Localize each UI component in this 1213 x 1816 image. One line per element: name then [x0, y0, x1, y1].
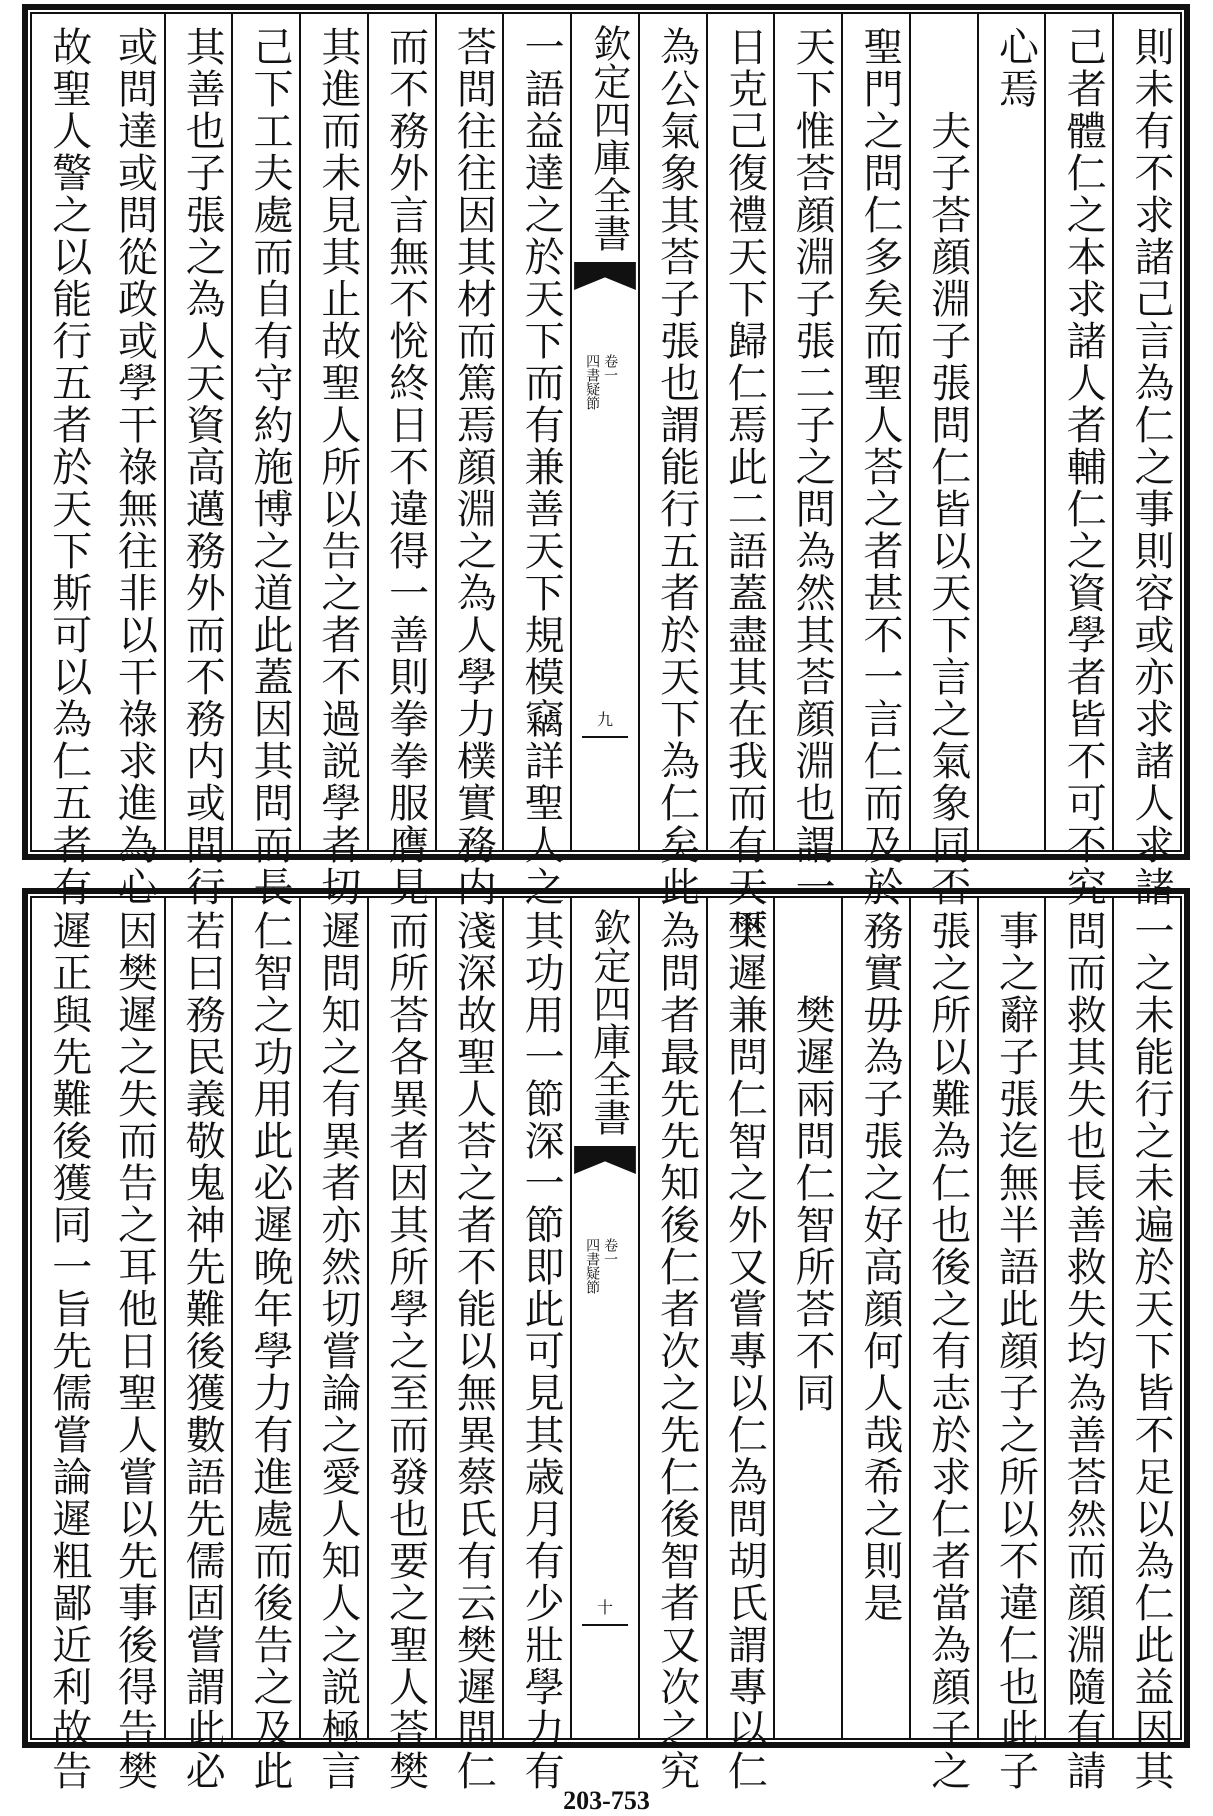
text-column: 一之未能行之未遍於天下皆不足以為仁此益因其: [1128, 910, 1174, 1792]
text-column: 問而救其失也長善救失均為善荅然而顔淵隨有請: [1046, 898, 1114, 1738]
text-column: 樊遲兩問仁智所荅不同: [775, 898, 843, 1738]
text-column: 若曰務民義敬鬼神先難後獲數語先儒固嘗謂此必: [166, 898, 234, 1738]
banner-book-title: 四書疑節: [584, 1238, 601, 1294]
text-column: 其功用一節深一節即此可見其歳月有少壯學力有: [504, 898, 572, 1738]
center-banner: [572, 898, 640, 1738]
text-column: 故聖人警之以能行五者於天下斯可以為仁五者有: [45, 26, 92, 908]
text-column: 或問達或問從政或學干祿無往非以干祿求進為心: [98, 14, 166, 850]
text-columns: [32, 14, 1180, 950]
text-column: 事之辭子張迄無半語此顔子之所以不違仁也此子: [979, 898, 1047, 1738]
banner-book-title: 四書疑節: [584, 354, 601, 410]
fish-tail-mark: [574, 1146, 636, 1174]
text-column: 因樊遲之失而告之耳他日聖人嘗以先事後得告樊: [98, 898, 166, 1738]
text-column: 而不務外言無不恱終日不違得一善則拳拳服膺見: [369, 14, 437, 850]
text-column: 己者體仁之本求諸人者輔仁之資學者皆不可不究: [1046, 14, 1114, 850]
text-column: 其善也子張之為人天資高邁務外而不務内或問行: [166, 14, 234, 850]
folio-number: 十: [596, 1598, 613, 1617]
upper-page: [22, 4, 1190, 950]
text-column: 張之所以難為仁也後之有志於求仁者當為顔子之: [911, 898, 979, 1738]
text-column: 日克己復禮天下歸仁焉此二語蓋盡其在我而有天下: [708, 14, 776, 850]
text-column: 則未有不求諸己言為仁之事則容或亦求諸人求諸: [1128, 26, 1174, 908]
center-banner: [572, 14, 640, 850]
fish-tail-mark: [574, 262, 636, 290]
folio-number: 九: [596, 710, 613, 729]
text-column: 樊遲兼問仁智之外又嘗專以仁為問胡氏謂專以仁: [708, 898, 776, 1738]
banner-title: 欽定四庫全書: [586, 908, 631, 1136]
text-columns: [32, 898, 1180, 1792]
text-column: 淺深故聖人荅之者不能以無異蔡氏有云樊遲問仁: [437, 898, 505, 1738]
text-column: 荅問往往因其材而篤焉顔淵之為人學力樸實務内: [437, 14, 505, 850]
text-column: 天下惟荅顔淵子張二子之問為然其荅顔淵也謂一: [775, 14, 843, 850]
text-column: 其進而未見其止故聖人所以告之者不過説學者切: [301, 14, 369, 850]
lower-page: [22, 888, 1190, 1792]
text-column: 遲問知之有異者亦然切嘗論之愛人知人之説極言: [301, 898, 369, 1738]
text-column: 為問者最先先知後仁者次之先仁後智者又次之究: [640, 898, 708, 1738]
folio-divider: [582, 736, 628, 738]
banner-volume: 卷一: [602, 1238, 619, 1266]
text-column: 一語益達之於天下而有兼善天下規模竊詳聖人之: [504, 14, 572, 850]
banner-title: 欽定四庫全書: [586, 24, 631, 252]
banner-volume: 卷一: [602, 354, 619, 382]
text-column: 夫子荅顔淵子張問仁皆以天下言之氣象同否: [911, 14, 979, 850]
text-column: 務實毋為子張之好高顔何人哉希之則是: [843, 898, 911, 1738]
folio-divider: [582, 1624, 628, 1626]
text-column: 為公氣象其荅子張也謂能行五者於天下為仁矣此: [640, 14, 708, 850]
page-number: 203-753: [563, 1786, 650, 1815]
text-column: 遲正與先難後獲同一旨先儒嘗論遲粗鄙近利故告: [45, 910, 92, 1792]
text-column: 己下工夫處而自有守約施博之道此蓋因其問而長: [233, 14, 301, 850]
text-column: 而所荅各異者因其所學之至而發也要之聖人荅樊: [369, 898, 437, 1738]
text-column: 心焉: [979, 14, 1047, 850]
text-column: 仁智之功用此必遲晚年學力有進處而後告之及此: [233, 898, 301, 1738]
text-column: 聖門之問仁多矣而聖人荅之者甚不一言仁而及於: [843, 14, 911, 850]
